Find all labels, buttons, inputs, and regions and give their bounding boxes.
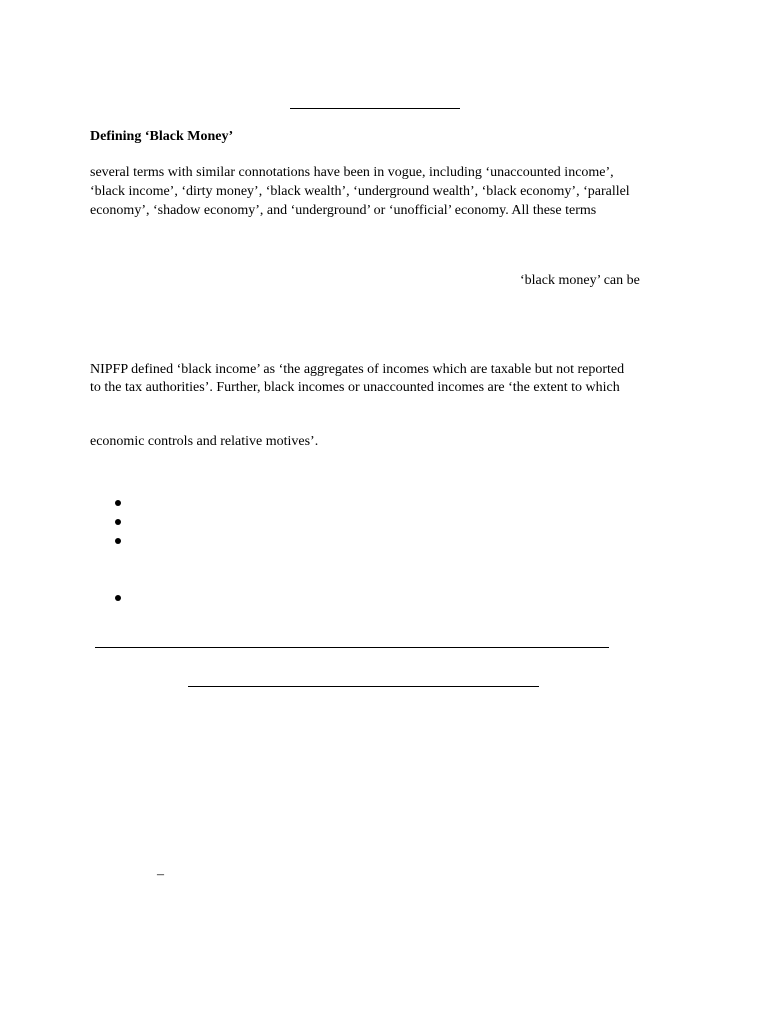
bullet-point: [115, 595, 121, 601]
heading-underline: [188, 686, 539, 687]
paragraph-line: ‘black income’, ‘dirty money’, ‘black wealth’, ‘underground wealth’, ‘black economy’, ‘parallel: [90, 184, 630, 199]
paragraph-line: several terms with similar connotations have been in vogue, including ‘unaccounted income’,: [90, 165, 614, 180]
title-underline: [290, 108, 460, 109]
section-heading: Defining ‘Black Money’: [90, 129, 234, 144]
paragraph-line: economic controls and relative motives’.: [90, 434, 319, 449]
section-divider: [95, 647, 609, 648]
paragraph-line: to the tax authorities’. Further, black incomes or unaccounted incomes are ‘the extent to which: [90, 380, 620, 395]
bullet-point: [115, 538, 121, 544]
paragraph-line: NIPFP defined ‘black income’ as ‘the aggregates of incomes which are taxable but not reported: [90, 362, 625, 377]
stray-dash: –: [157, 867, 164, 882]
paragraph-fragment: ‘black money’ can be: [520, 273, 640, 288]
bullet-point: [115, 519, 121, 525]
paragraph-line: economy’, ‘shadow economy’, and ‘underground’ or ‘unofficial’ economy. All these terms: [90, 203, 597, 218]
bullet-point: [115, 500, 121, 506]
